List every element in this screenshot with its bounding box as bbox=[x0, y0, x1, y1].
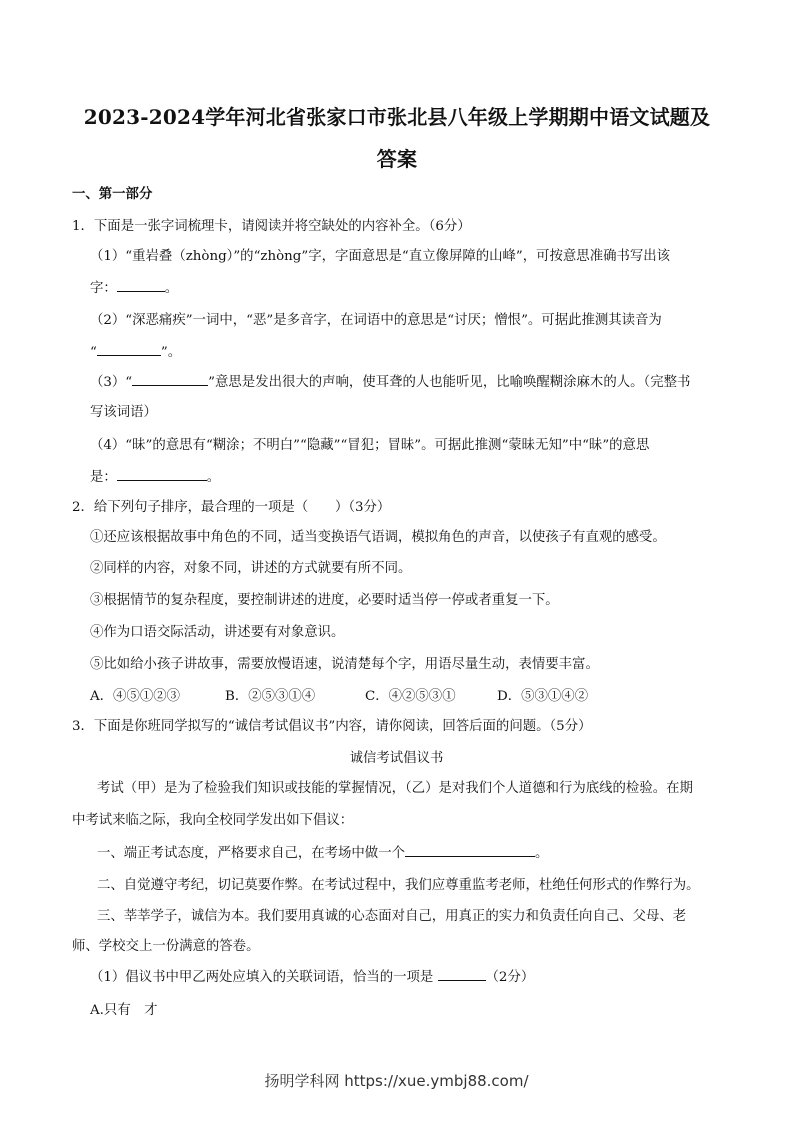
q2-sentence: ①还应该根据故事中角色的不同，适当变换语气语调，模拟角色的声音，以使孩子有直观的感受。 bbox=[90, 530, 666, 545]
q1-sub3-suffix: ”意思是发出很大的声响，使耳聋的人也能听见，比喻唤醒糊涂麻木的人。（完整书 bbox=[208, 375, 691, 390]
q3-para1-line2: 中考试来临之际，我向全校同学发出如下倡议： bbox=[72, 813, 354, 828]
page-title-line1: 2023-2024学年河北省张家口市张北县八年级上学期期中语文试题及 bbox=[83, 105, 711, 129]
q2-option-a[interactable]: A．④⑤①②③ bbox=[90, 689, 181, 704]
answer-blank[interactable] bbox=[438, 968, 486, 981]
q1-sub1-prefix: 字： bbox=[90, 281, 117, 296]
q2-option-b[interactable]: B．②⑤③①④ bbox=[225, 689, 316, 704]
q3-sub1-score: （2分） bbox=[485, 970, 535, 985]
section-heading: 一、第一部分 bbox=[72, 186, 153, 202]
answer-blank[interactable] bbox=[132, 373, 208, 386]
q1-sub4-line2 bbox=[90, 468, 220, 488]
q3-sub1-text: （1）倡议书中甲乙两处应填入的关联词语，恰当的一项是 bbox=[90, 970, 438, 985]
q2-sentence: ②同样的内容，对象不同，讲述的方式就要有所不同。 bbox=[90, 561, 412, 576]
q2-option-c[interactable]: C．④②⑤③① bbox=[365, 689, 456, 704]
answer-blank[interactable] bbox=[97, 343, 161, 356]
q3-para3: 二、自觉遵守考纪，切记莫要作弊。在考试过程中，我们应尊重监考老师，杜绝任何形式的作弊行为。 bbox=[97, 878, 700, 893]
q3-para2 bbox=[97, 844, 548, 864]
q1-sub2-line2 bbox=[90, 343, 181, 363]
q1-sub2-line1: （2）“深恶痛疾”一词中，“恶”是多音字，在词语中的意思是“讨厌；憎恨”。可据此推测其读音为 bbox=[90, 313, 662, 328]
answer-blank[interactable] bbox=[405, 844, 535, 857]
q3-para2-text: 一、端正考试态度，严格要求自己，在考场中做一个 bbox=[97, 846, 405, 861]
q2-option-d[interactable]: D．⑤③①④② bbox=[497, 689, 589, 704]
q3-para4-line1: 三、莘莘学子，诚信为本。我们要用真诚的心态面对自己，用真正的实力和负责任向自己、父母、老 bbox=[97, 909, 687, 924]
q1-sub4-prefix: 是： bbox=[90, 470, 117, 485]
q1-sub4-suffix: 。 bbox=[206, 470, 221, 485]
q2-sentence: ⑤比如给小孩子讲故事，需要放慢语速，说清楚每个字，用语尽量生动，表情要丰富。 bbox=[90, 657, 599, 672]
q3-sub1-option-a[interactable]: A.只有 才 bbox=[90, 1003, 158, 1018]
answer-blank[interactable] bbox=[117, 279, 165, 292]
q1-stem: 1．下面是一张字词梳理卡，请阅读并将空缺处的内容补全。（6分） bbox=[72, 219, 471, 234]
q3-sub1 bbox=[90, 968, 534, 988]
q3-para4-line2: 师、学校交上一份满意的答卷。 bbox=[72, 939, 260, 954]
q3-stem: 3．下面是你班同学拟写的“诚信考试倡议书”内容，请你阅读，回答后面的问题。（5分） bbox=[72, 719, 592, 734]
q1-sub4-line1: （4）“昧”的意思有“糊涂；不明白”“隐藏”“冒犯；冒昧”。可据此推测“蒙昧无知”中“昧”的意思 bbox=[90, 438, 650, 453]
q2-stem: 2．给下列句子排序，最合理的一项是（ ）（3分） bbox=[72, 500, 391, 515]
q1-sub1-line2 bbox=[90, 279, 178, 299]
page-title-line2: 答案 bbox=[376, 147, 418, 171]
q2-sentence: ③根据情节的复杂程度，要控制讲述的进度，必要时适当停一停或者重复一下。 bbox=[90, 593, 559, 608]
q1-sub3-line1 bbox=[90, 373, 690, 393]
q1-sub3-line2: 写该词语） bbox=[90, 405, 157, 420]
page-footer-watermark: 扬明学科网 https://xue.ymbj88.com/ bbox=[264, 1072, 529, 1090]
q3-para2-suffix: 。 bbox=[534, 846, 549, 861]
q3-document-title: 诚信考试倡议书 bbox=[349, 751, 444, 766]
q1-sub3-prefix: （3）“ bbox=[90, 375, 133, 390]
q2-sentence: ④作为口语交际活动，讲述要有对象意识。 bbox=[90, 625, 345, 640]
answer-blank[interactable] bbox=[117, 468, 207, 481]
q1-sub1-line1: （1）“重岩叠（zhòng）”的“zhòng”字，字面意思是“直立像屏障的山峰”，可按意思准确书写出该 bbox=[90, 249, 671, 264]
q1-sub1-suffix: 。 bbox=[164, 281, 179, 296]
q1-sub2-prefix: “ bbox=[90, 345, 97, 360]
q3-para1-line1: 考试（甲）是为了检验我们知识或技能的掌握情况，（乙）是对我们个人道德和行为底线的检验。在期 bbox=[97, 781, 693, 796]
q1-sub2-suffix: ”。 bbox=[160, 345, 182, 360]
